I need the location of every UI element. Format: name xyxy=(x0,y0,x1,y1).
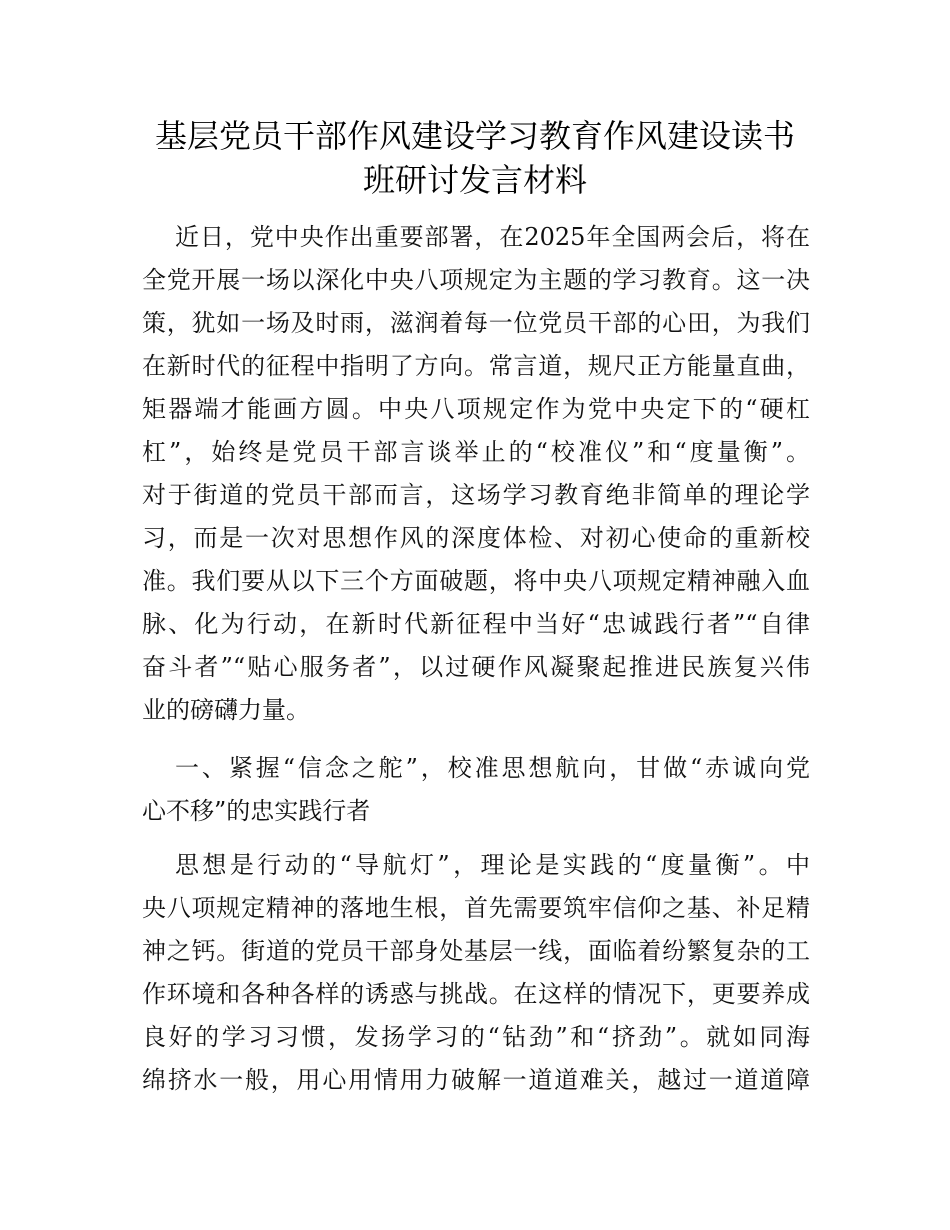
paragraph-line: 策，犹如一场及时雨，滋润着每一位党员干部的心田，为我们 xyxy=(142,309,810,337)
paragraph-line: 绵挤水一般，用心用情用力破解一道道难关，越过一道道障 xyxy=(142,1066,810,1094)
paragraph-line: 奋斗者”“贴心服务者”，以过硬作风凝聚起推进民族复兴伟 xyxy=(142,653,810,681)
paragraph-line: 全党开展一场以深化中央八项规定为主题的学习教育。这一决 xyxy=(142,266,810,294)
paragraph-line: 脉、化为行动，在新时代新征程中当好“忠诚践行者”“自律 xyxy=(142,610,810,638)
paragraph-line: 准。我们要从以下三个方面破题，将中央八项规定精神融入血 xyxy=(142,567,810,595)
paragraph-line: 杠”，始终是党员干部言谈举止的“校准仪”和“度量衡”。 xyxy=(142,438,810,466)
paragraph-line: 业的磅礴力量。 xyxy=(142,696,310,724)
paragraph-line: 神之钙。街道的党员干部身处基层一线，面临着纷繁复杂的工 xyxy=(142,937,810,965)
paragraph-line: 近日，党中央作出重要部署，在2025年全国两会后，将在 xyxy=(175,223,810,251)
heading-line: 一、紧握“信念之舵”，校准思想航向，甘做“赤诚向党 xyxy=(175,754,810,782)
paragraph-line: 对于街道的党员干部而言，这场学习教育绝非简单的理论学 xyxy=(142,481,810,509)
document-title-line-1: 基层党员干部作风建设学习教育作风建设读书 xyxy=(154,117,795,155)
paragraph-line: 矩器端才能画方圆。中央八项规定作为党中央定下的“硬杠 xyxy=(142,395,810,423)
document-title-line-2: 班研讨发言材料 xyxy=(362,161,587,199)
paragraph-line: 思想是行动的“导航灯”，理论是实践的“度量衡”。中 xyxy=(175,851,810,879)
paragraph-line: 央八项规定精神的落地生根，首先需要筑牢信仰之基、补足精 xyxy=(142,894,810,922)
heading-line: 心不移”的忠实践行者 xyxy=(142,797,371,825)
paragraph-line: 在新时代的征程中指明了方向。常言道，规尺正方能量直曲， xyxy=(142,352,810,380)
paragraph-line: 作环境和各种各样的诱惑与挑战。在这样的情况下，更要养成 xyxy=(142,980,810,1008)
paragraph-line: 良好的学习习惯，发扬学习的“钻劲”和“挤劲”。就如同海 xyxy=(142,1023,810,1051)
paragraph-line: 习，而是一次对思想作风的深度体检、对初心使命的重新校 xyxy=(142,524,810,552)
